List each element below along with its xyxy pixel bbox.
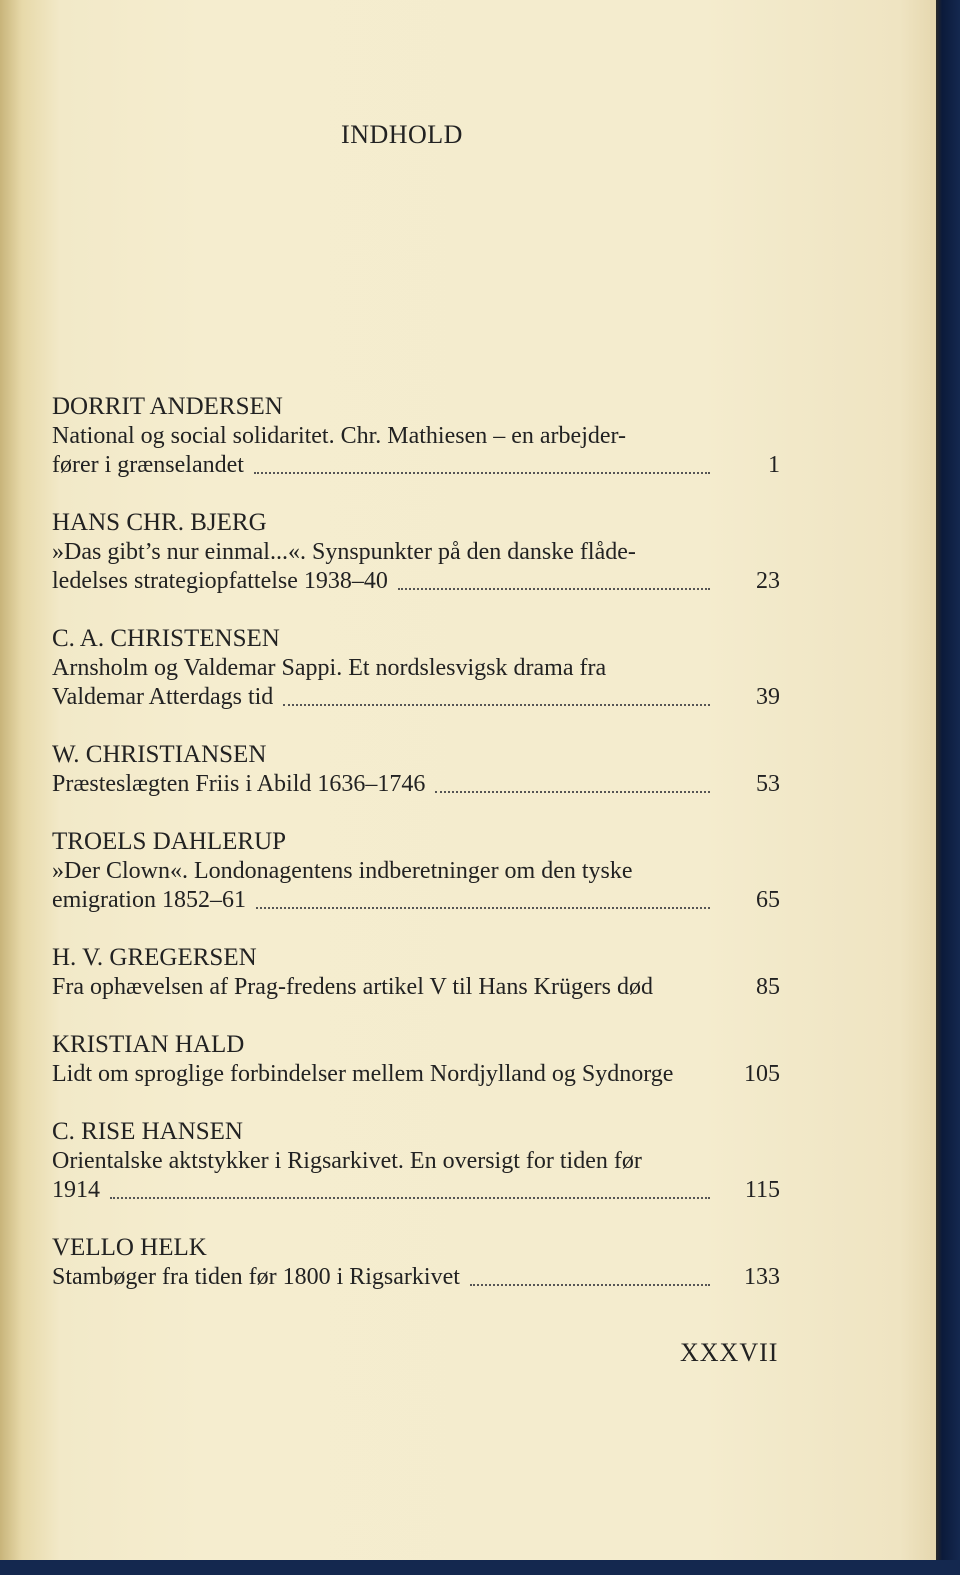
toc-title-last-line bbox=[52, 886, 780, 915]
page-heading: INDHOLD bbox=[341, 120, 463, 149]
toc-title-text: emigration 1852–61 bbox=[52, 887, 246, 913]
toc-title-last-line bbox=[52, 770, 780, 799]
toc-title-last-line bbox=[52, 683, 780, 712]
book-bottom-edge bbox=[0, 1560, 960, 1575]
toc-title-last-line bbox=[52, 1060, 780, 1089]
toc-title-last-line bbox=[52, 567, 780, 596]
toc-page-number: 115 bbox=[744, 1177, 780, 1203]
toc-entry bbox=[52, 1030, 780, 1089]
toc-author: TROELS DAHLERUP bbox=[52, 828, 287, 855]
dot-leader bbox=[470, 1283, 710, 1286]
toc-author: W. CHRISTIANSEN bbox=[52, 741, 267, 768]
toc-title-line: Arnsholm og Valdemar Sappi. Et nordslesvigsk drama fra bbox=[52, 655, 607, 681]
book-cover-edge bbox=[936, 0, 960, 1575]
dot-leader bbox=[283, 703, 710, 706]
toc-title-text: fører i grænselandet bbox=[52, 452, 244, 478]
table-of-contents bbox=[52, 392, 780, 1320]
toc-page-number: 65 bbox=[756, 887, 780, 913]
dot-leader bbox=[435, 790, 710, 793]
toc-author: DORRIT ANDERSEN bbox=[52, 393, 283, 420]
dot-leader bbox=[110, 1196, 710, 1199]
page-folio: XXXVII bbox=[680, 1338, 779, 1367]
toc-title-line: »Der Clown«. Londonagentens indberetninger om den tyske bbox=[52, 858, 633, 884]
toc-entry bbox=[52, 392, 780, 480]
toc-entry bbox=[52, 740, 780, 799]
toc-title-text: 1914 bbox=[52, 1177, 100, 1203]
toc-title-last-line bbox=[52, 451, 780, 480]
toc-title-line: National og social solidaritet. Chr. Mathiesen – en arbejder- bbox=[52, 423, 627, 449]
toc-author: HANS CHR. BJERG bbox=[52, 509, 267, 536]
toc-title-text: Valdemar Atterdags tid bbox=[52, 684, 274, 710]
dot-leader bbox=[398, 587, 710, 590]
toc-author: H. V. GREGERSEN bbox=[52, 944, 257, 971]
toc-entry bbox=[52, 1117, 780, 1205]
toc-title-last-line bbox=[52, 973, 780, 1002]
toc-title-line: »Das gibt’s nur einmal...«. Synspunkter på den danske flåde- bbox=[52, 539, 636, 565]
toc-title-text: Lidt om sproglige forbindelser mellem Nordjylland og Sydnorge bbox=[52, 1061, 674, 1087]
toc-page-number: 1 bbox=[768, 452, 780, 478]
toc-title-line: Orientalske aktstykker i Rigsarkivet. En oversigt for tiden før bbox=[52, 1148, 642, 1174]
toc-author: C. A. CHRISTENSEN bbox=[52, 625, 280, 652]
toc-title-last-line bbox=[52, 1263, 780, 1292]
toc-entry bbox=[52, 624, 780, 712]
toc-entry bbox=[52, 1233, 780, 1292]
toc-entry bbox=[52, 508, 780, 596]
toc-page-number: 23 bbox=[756, 568, 780, 594]
toc-author: KRISTIAN HALD bbox=[52, 1031, 245, 1058]
toc-page-number: 105 bbox=[744, 1061, 780, 1087]
toc-author: C. RISE HANSEN bbox=[52, 1118, 243, 1145]
toc-page-number: 85 bbox=[756, 974, 780, 1000]
toc-title-text: Fra ophævelsen af Prag-fredens artikel V til Hans Krügers død bbox=[52, 974, 653, 1000]
toc-title-text: Stambøger fra tiden før 1800 i Rigsarkivet bbox=[52, 1264, 460, 1290]
toc-title-last-line bbox=[52, 1176, 780, 1205]
toc-entry bbox=[52, 827, 780, 915]
dot-leader bbox=[254, 471, 710, 474]
toc-title-text: ledelses strategiopfattelse 1938–40 bbox=[52, 568, 388, 594]
toc-author: VELLO HELK bbox=[52, 1234, 207, 1261]
toc-title-text: Præsteslægten Friis i Abild 1636–1746 bbox=[52, 771, 426, 797]
toc-page-number: 39 bbox=[756, 684, 780, 710]
toc-entry bbox=[52, 943, 780, 1002]
dot-leader bbox=[256, 906, 710, 909]
toc-page-number: 53 bbox=[756, 771, 780, 797]
toc-page-number: 133 bbox=[744, 1264, 780, 1290]
